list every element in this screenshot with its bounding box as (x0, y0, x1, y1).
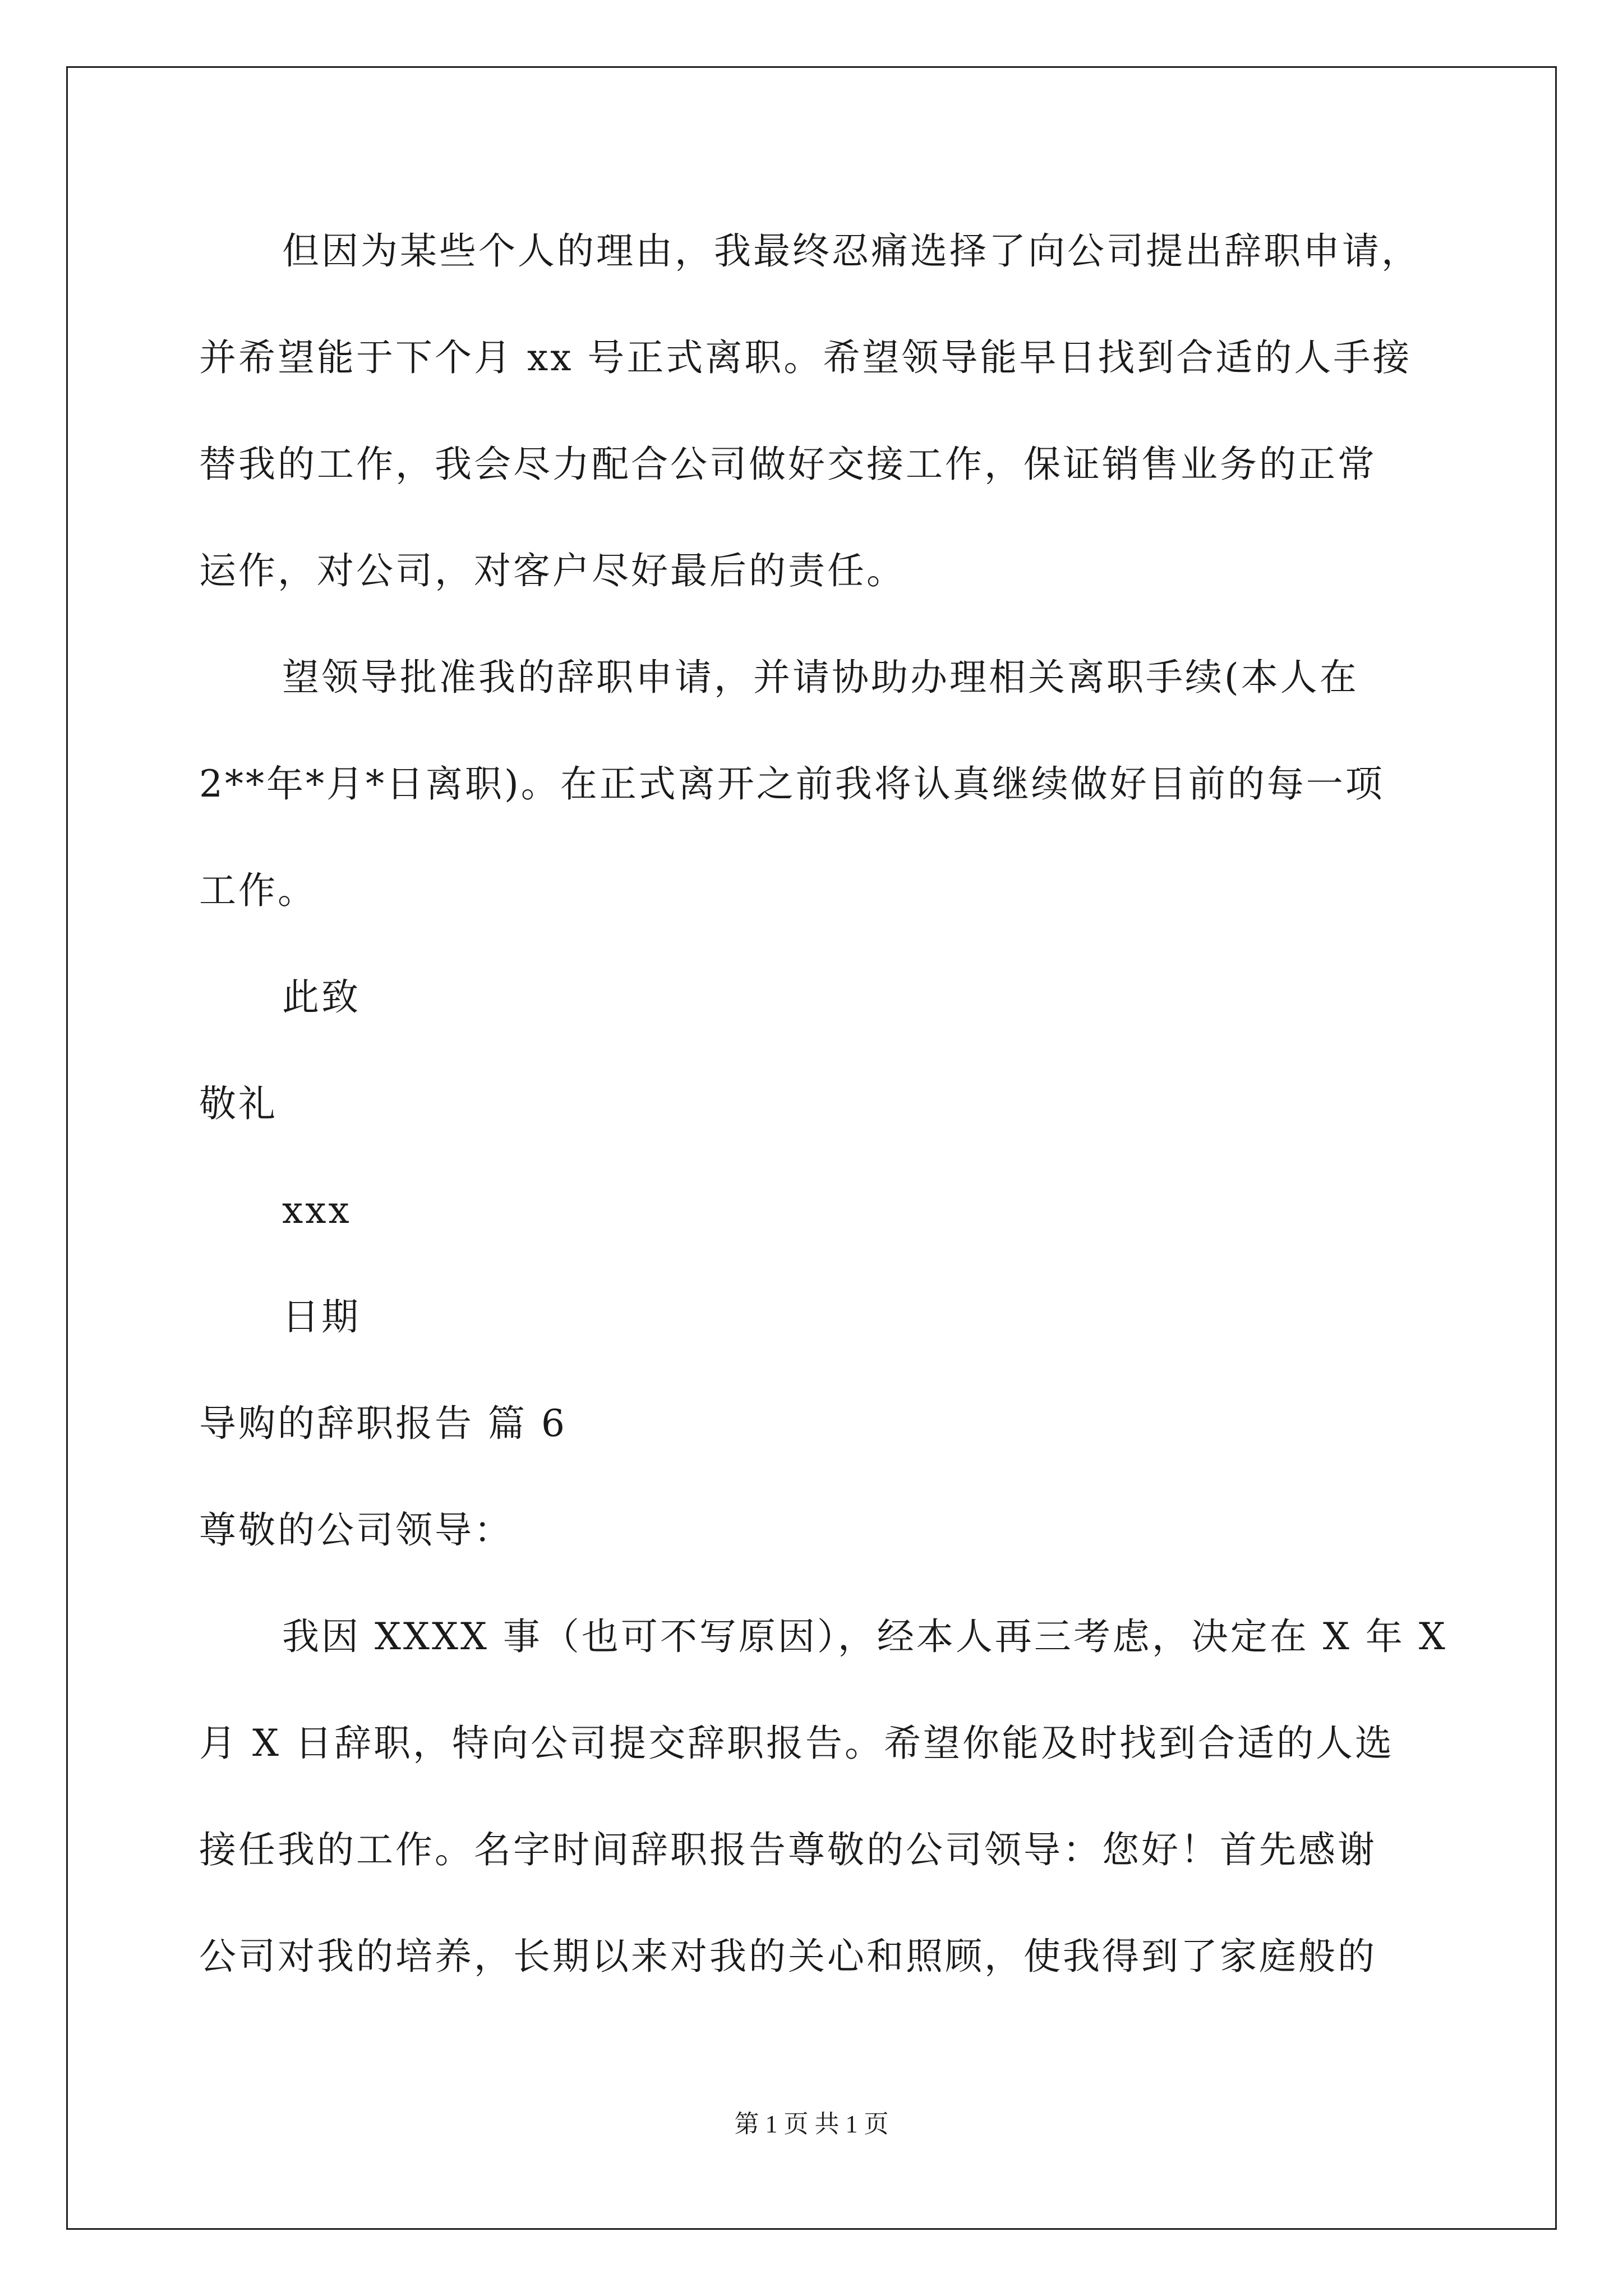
paragraph-line: 我因 XXXX 事（也可不写原因），经本人再三考虑，决定在 X 年 X (282, 1615, 1447, 1658)
paragraph-line: 望领导批准我的辞职申请，并请协助办理相关离职手续(本人在 (282, 656, 1359, 699)
paragraph-line: 替我的工作，我会尽力配合公司做好交接工作，保证销售业务的正常 (199, 443, 1377, 486)
signature-name: xxx (282, 1189, 352, 1232)
letter-greeting: 尊敬的公司领导： (199, 1508, 513, 1552)
paragraph-line: 公司对我的培养，长期以来对我的关心和照顾，使我得到了家庭般的 (199, 1935, 1377, 1978)
paragraph-line: 并希望能于下个月 xx 号正式离职。希望领导能早日找到合适的人手接 (199, 336, 1412, 379)
paragraph-line: 2**年*月*日离职)。在正式离开之前我将认真继续做好目前的每一项 (199, 762, 1385, 806)
paragraph-line: 运作，对公司，对客户尽好最后的责任。 (199, 549, 906, 592)
paragraph-line: 月 X 日辞职，特向公司提交辞职报告。希望你能及时找到合适的人选 (199, 1722, 1394, 1765)
signature-date: 日期 (282, 1295, 361, 1338)
paragraph-line: 但因为某些个人的理由，我最终忍痛选择了向公司提出辞职申请， (282, 229, 1421, 273)
page-border (66, 66, 1557, 2230)
paragraph-line: 接任我的工作。名字时间辞职报告尊敬的公司领导：您好！首先感谢 (199, 1828, 1377, 1871)
closing-regards: 敬礼 (199, 1082, 278, 1125)
paragraph-line: 工作。 (199, 869, 317, 912)
closing-salutation: 此致 (282, 976, 361, 1019)
section-heading: 导购的辞职报告 篇 6 (199, 1402, 567, 1445)
page-number-footer: 第 1 页 共 1 页 (734, 2110, 889, 2138)
